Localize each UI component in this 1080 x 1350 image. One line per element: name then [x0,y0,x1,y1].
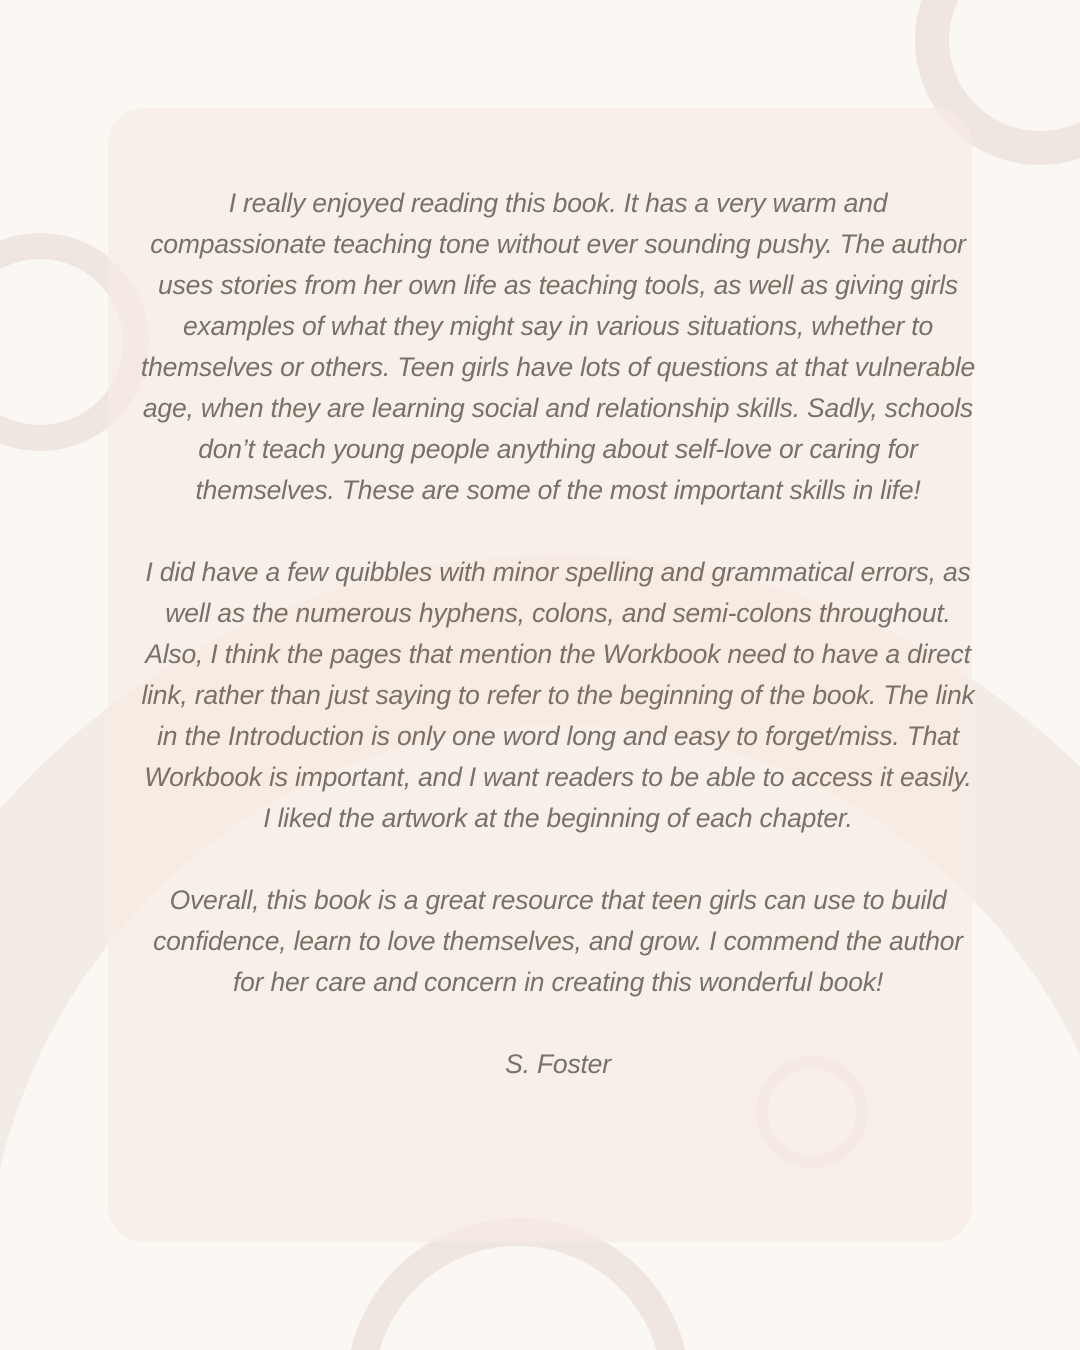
review-paragraph-3: Overall, this book is a great resource that teen girls can use to build confidence, learn to love themselves, and grow. I commend the author for her care and concern in creating this wonderful book! [153,885,963,997]
review-paragraph-2: I did have a few quibbles with minor spelling and grammatical errors, as well as the numerous hyphens, colons, and semi-colons throughout. Also, I think the pages that mention the Workbook need to have a direct link, rather than just saying to refer to the beginning of the book. The link in the Introduction is only one word long and easy to forget/miss. That Workbook is important, and I want readers to be able to access it easily. I liked the artwork at the beginning of each chapter. [141,557,975,833]
decor-arch-bottom [360,1232,676,1350]
review-paragraph-1: I really enjoyed reading this book. It has a very warm and compassionate teaching tone without ever sounding pushy. The author uses stories from her own life as teaching tools, as well as giving girls examples of what they might say in various situations, whether to themselves or others. Teen girls have lots of questions at that vulnerable age, when they are learning social and relationship skills. Sadly, schools don’t teach young people anything about self-love or caring for themselves. These are some of the most important skills in life! [140,188,976,505]
review-text [138,183,978,1085]
review-author: S. Foster [505,1049,611,1079]
